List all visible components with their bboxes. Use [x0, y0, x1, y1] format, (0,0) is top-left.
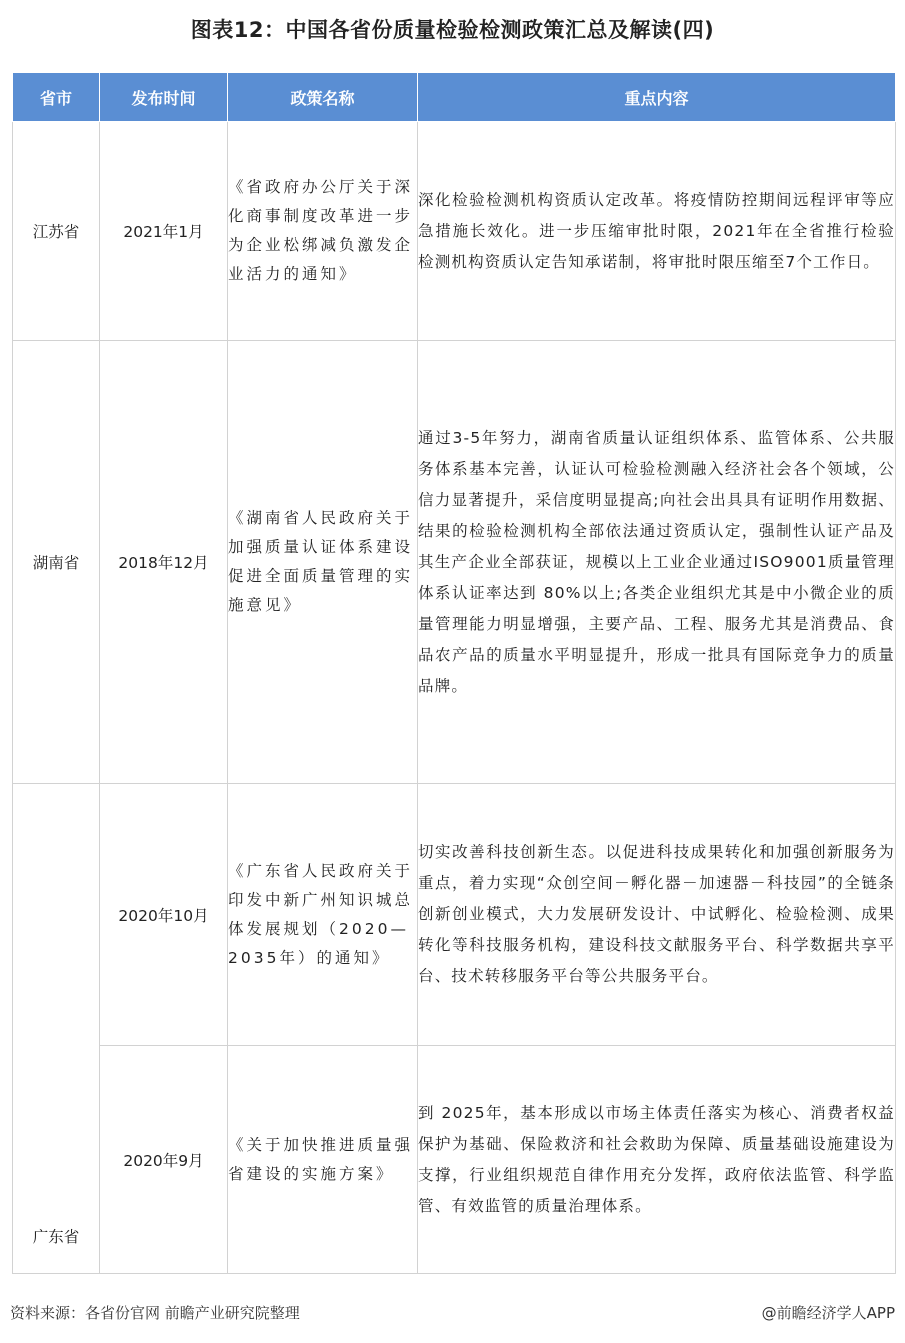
- policy-name-cell: 《关于加快推进质量强省建设的实施方案》: [228, 1046, 418, 1274]
- province-cell: 广东省: [13, 784, 100, 1274]
- date-cell: 2020年10月: [100, 784, 228, 1046]
- key-content-cell: 深化检验检测机构资质认定改革。将疫情防控期间远程评审等应急措施长效化。进一步压缩审批时限，2021年在全省推行检验检测机构资质认定告知承诺制，将审批时限压缩至7个工作日。: [418, 122, 896, 341]
- province-cell: 湖南省: [13, 341, 100, 784]
- policy-table: [12, 72, 896, 1274]
- table-row: [13, 1046, 896, 1274]
- page-title: 图表12：中国各省份质量检验检测政策汇总及解读(四): [190, 18, 715, 42]
- header-province: 省市: [13, 73, 100, 122]
- key-content-cell: 切实改善科技创新生态。以促进科技成果转化和加强创新服务为重点，着力实现“众创空间－孵化器－加速器－科技园”的全链条创新创业模式，大力发展研发设计、中试孵化、检验检测、成果转化等科技服务机构，建设科技文献服务平台、科学数据共享平台、技术转移服务平台等公共服务平台。: [418, 784, 896, 1046]
- policy-name-cell: 《湖南省人民政府关于加强质量认证体系建设促进全面质量管理的实施意见》: [228, 341, 418, 784]
- header-date: 发布时间: [100, 73, 228, 122]
- brand-credit: @前瞻经济学人APP: [761, 1304, 895, 1322]
- source-note: 资料来源：各省份官网 前瞻产业研究院整理: [10, 1304, 300, 1322]
- date-cell: 2020年9月: [100, 1046, 228, 1274]
- header-key-content: 重点内容: [418, 73, 896, 122]
- table-row: [13, 784, 896, 1046]
- header-policy-name: 政策名称: [228, 73, 418, 122]
- key-content-cell: 通过3-5年努力，湖南省质量认证组织体系、监管体系、公共服务体系基本完善，认证认可检验检测融入经济社会各个领域，公信力显著提升，采信度明显提高;向社会出具具有证明作用数据、结果的检验检测机构全部依法通过资质认定，强制性认证产品及其生产企业全部获证，规模以上工业企业通过ISO9001质量管理体系认证率达到 80%以上;各类企业组织尤其是中小微企业的质量管理能力明显增强，主要产品、工程、服务尤其是消费品、食品农产品的质量水平明显提升，形成一批具有国际竞争力的质量品牌。: [418, 341, 896, 784]
- province-cell: 江苏省: [13, 122, 100, 341]
- table-row: [13, 122, 896, 341]
- policy-name-cell: 《广东省人民政府关于印发中新广州知识城总体发展规划（2020—2035年）的通知》: [228, 784, 418, 1046]
- date-cell: 2021年1月: [100, 122, 228, 341]
- key-content-cell: 到 2025年，基本形成以市场主体责任落实为核心、消费者权益保护为基础、保险救济和社会救助为保障、质量基础设施建设为支撑，行业组织规范自律作用充分发挥，政府依法监管、科学监管、有效监管的质量治理体系。: [418, 1046, 896, 1274]
- table-row: [13, 341, 896, 784]
- date-cell: 2018年12月: [100, 341, 228, 784]
- policy-name-cell: 《省政府办公厅关于深化商事制度改革进一步为企业松绑减负激发企业活力的通知》: [228, 122, 418, 341]
- table-header-row: [13, 73, 896, 122]
